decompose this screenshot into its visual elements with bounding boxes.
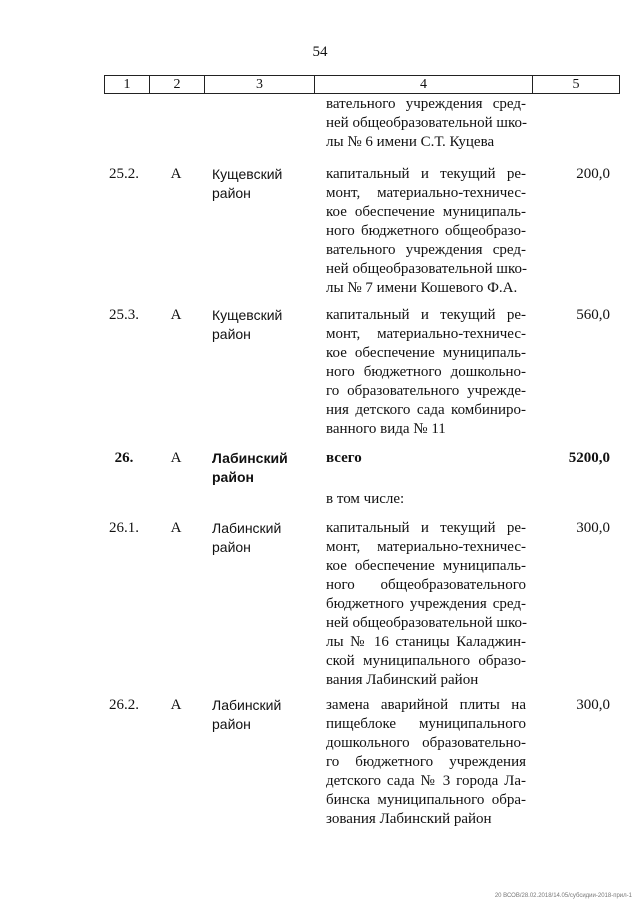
region-line: район — [212, 326, 251, 342]
desc-line: ней общеобразовательной шко- — [326, 261, 527, 277]
region-line: Лабинский — [212, 520, 282, 536]
header-col-1: 1 — [105, 76, 150, 93]
desc-line: лы № 7 имени Кошевого Ф.А. — [326, 280, 518, 296]
desc-line: ней общеобразовательной шко- — [326, 115, 527, 131]
desc-line: капитальный и текущий ре- — [326, 307, 526, 323]
row-amount: 300,0 — [576, 697, 610, 713]
desc-line: кое обеспечение муниципаль- — [326, 558, 526, 574]
header-col-4: 4 — [315, 76, 533, 93]
desc-line: монт, материально-техничес- — [326, 326, 526, 342]
desc-line: ванного вида № 11 — [326, 421, 446, 437]
footer-path: 20 ВСОВ/28.02.2018/14.05/субсидии-2018-прил-1 — [494, 893, 632, 899]
desc-line: ного бюджетного дошкольно- — [326, 364, 526, 380]
row-code: А — [170, 697, 182, 713]
region-line: Кущевский — [212, 166, 283, 182]
row-region — [212, 306, 316, 344]
desc-line: ного бюджетного общеобразо- — [326, 223, 526, 239]
desc-line: всего — [326, 450, 362, 466]
desc-line: ской муниципального образо- — [326, 653, 526, 669]
continuation-desc — [326, 95, 526, 152]
desc-line: капитальный и текущий ре- — [326, 520, 526, 536]
row-desc — [326, 449, 526, 468]
row-desc — [326, 165, 526, 298]
desc-line: ней общеобразовательной шко- — [326, 615, 527, 631]
row-amount: 300,0 — [576, 520, 610, 536]
desc-line: зования Лабинский район — [326, 811, 492, 827]
region-line: район — [212, 716, 251, 732]
desc-line: замена аварийной плиты на — [326, 697, 526, 713]
row-amount: 200,0 — [576, 166, 610, 182]
region-line: район — [212, 469, 254, 485]
desc-line: го бюджетного учреждения — [326, 754, 526, 770]
desc-line: ного общеобразовательного — [326, 577, 526, 593]
desc-line: вания Лабинский район — [326, 672, 479, 688]
page-number: 54 — [312, 44, 328, 60]
row-code: А — [170, 520, 182, 536]
desc-line: лы № 6 имени С.Т. Куцева — [326, 134, 495, 150]
desc-line: бюджетного учреждения сред- — [326, 596, 526, 612]
row-number: 26.2. — [109, 697, 139, 713]
row-number: 26. — [114, 450, 134, 466]
row-desc — [326, 696, 526, 829]
region-line: Лабинский — [212, 697, 282, 713]
desc-line: пищеблоке муниципального — [326, 716, 526, 732]
desc-line: детского сада № 3 города Ла- — [326, 773, 526, 789]
desc-line: в том числе: — [326, 491, 405, 507]
desc-line: монт, материально-техничес- — [326, 185, 526, 201]
region-line: район — [212, 185, 251, 201]
region-line: Кущевский — [212, 307, 283, 323]
header-col-2: 2 — [150, 76, 205, 93]
table-header — [104, 75, 620, 94]
desc-line: кое обеспечение муниципаль- — [326, 345, 526, 361]
header-col-3: 3 — [205, 76, 315, 93]
row-desc — [326, 519, 526, 690]
row-number: 26.1. — [109, 520, 139, 536]
desc-line: капитальный и текущий ре- — [326, 166, 526, 182]
header-col-5: 5 — [572, 77, 580, 92]
desc-line: монт, материально-техничес- — [326, 539, 526, 555]
row-amount: 5200,0 — [568, 450, 610, 466]
row-desc — [326, 490, 526, 509]
row-code: А — [170, 450, 182, 466]
row-region — [212, 519, 316, 557]
desc-line: лы № 16 станицы Каладжин- — [326, 634, 526, 650]
row-code: А — [170, 166, 182, 182]
desc-line: го образовательного учрежде- — [326, 383, 526, 399]
desc-line: ния детского сада комбиниро- — [326, 402, 526, 418]
row-amount: 560,0 — [576, 307, 610, 323]
row-desc — [326, 306, 526, 439]
desc-line: вательного учреждения сред- — [326, 96, 526, 112]
desc-line: кое обеспечение муниципаль- — [326, 204, 526, 220]
desc-line: вательного учреждения сред- — [326, 242, 526, 258]
row-region — [212, 165, 316, 203]
region-line: район — [212, 539, 251, 555]
row-number: 25.3. — [109, 307, 139, 323]
row-number: 25.2. — [109, 166, 139, 182]
desc-line: дошкольного образовательно- — [326, 735, 526, 751]
row-region — [212, 449, 316, 487]
desc-line: бинска муниципального обра- — [326, 792, 526, 808]
region-line: Лабинский — [212, 450, 288, 466]
row-code: А — [170, 307, 182, 323]
row-region — [212, 696, 316, 734]
